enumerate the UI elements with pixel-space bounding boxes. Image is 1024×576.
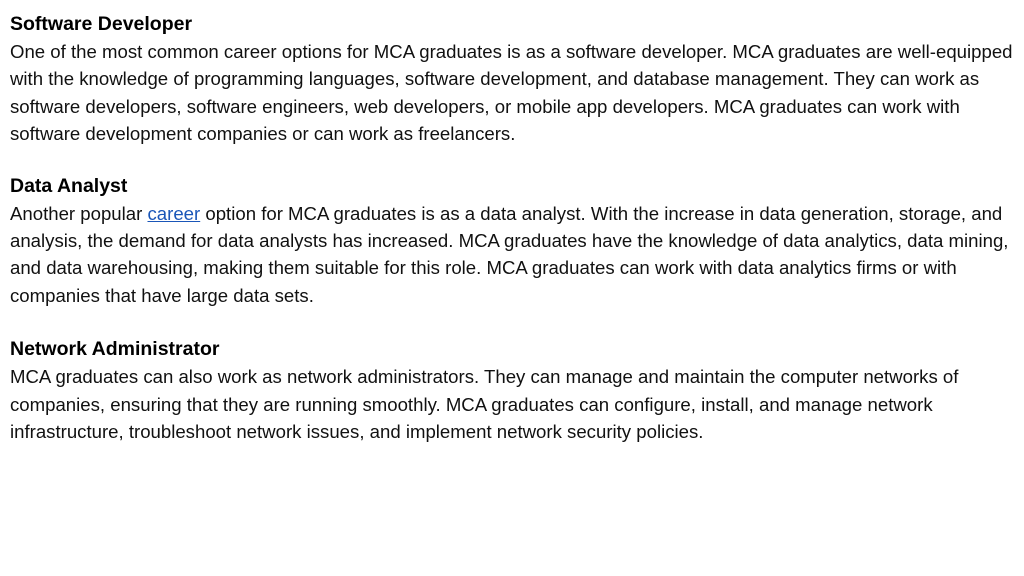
- section-network-administrator: [10, 336, 1014, 445]
- paragraph-text: Another popular: [10, 202, 148, 224]
- section-paragraph: One of the most common career options for MCA graduates is as a software developer. MCA graduates are well-equipped with the knowledge of programming languages, software development, and database management. They can work as software developers, software engineers, web developers, or mobile app developers. MCA graduates can work with software development companies or can work as freelancers.: [10, 41, 1013, 145]
- section-heading: Network Administrator: [10, 338, 220, 361]
- section-heading: Data Analyst: [10, 174, 128, 197]
- section-software-developer: [10, 11, 1014, 148]
- section-data-analyst: [10, 173, 1014, 310]
- career-link[interactable]: career: [147, 202, 201, 224]
- section-paragraph: MCA graduates can also work as network administrators. They can manage and maintain the computer networks of companies, ensuring that they are running smoothly. MCA graduates can configure, install, and manage network infrastructure, troubleshoot network issues, and implement network security policies.: [10, 366, 959, 443]
- paragraph-text: option for MCA graduates is as a data analyst. With the increase in data generation, storage, and analysis, the demand for data analysts has increased. MCA graduates have the knowledge of data analytics, data mining, and data warehousing, making them suitable for this role. MCA graduates can work with data analytics firms or with companies that have large data sets.: [10, 202, 1009, 306]
- article-body: [10, 11, 1014, 445]
- section-heading: Software Developer: [10, 13, 193, 35]
- section-paragraph: [10, 200, 1014, 310]
